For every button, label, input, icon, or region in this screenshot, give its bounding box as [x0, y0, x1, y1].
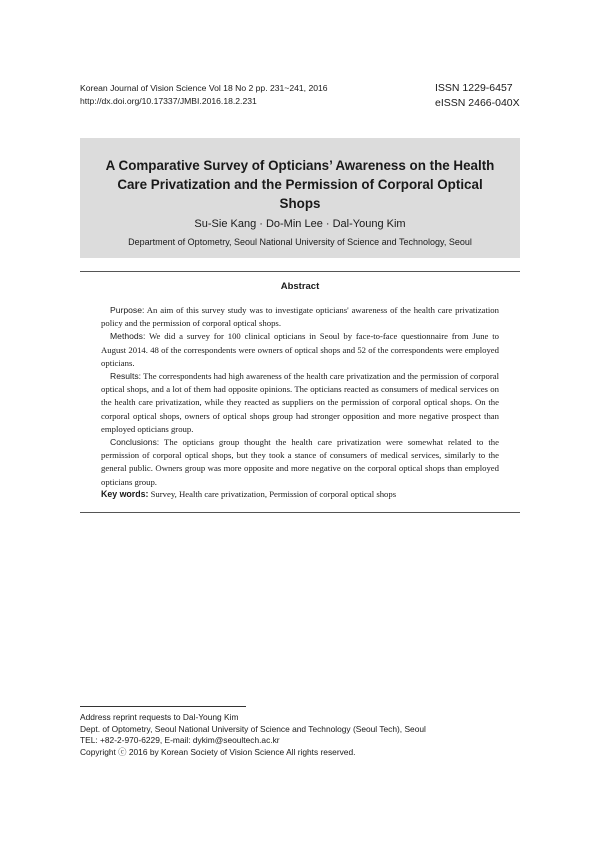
reprint-request: Address reprint requests to Dal-Young Kim [80, 712, 239, 722]
copyright: Copyright ⓒ 2016 by Korean Society of Vision Science All rights reserved. [80, 746, 356, 757]
footnote [80, 712, 520, 758]
abstract-conclusions [101, 436, 499, 489]
paper-title: A Comparative Survey of Opticians’ Awareness on the Health Care Privatization and the Permission of Corporal Optical Shops [105, 158, 495, 211]
abstract-methods [101, 330, 499, 370]
section-label: Conclusions: [110, 437, 160, 448]
keywords [101, 489, 501, 499]
section-label: Results: [110, 371, 142, 382]
section-label: Methods: [110, 331, 146, 342]
section-text: We did a survey for 100 clinical opticians in Seoul by face-to-face questionnaire from June to August 2014. 48 of the correspondents were owners of optical shops and 52 of the correspondents were employed opticians. [101, 331, 499, 368]
abstract-body [101, 304, 499, 489]
authors: Su-Sie Kang · Do-Min Lee · Dal-Young Kim [194, 218, 406, 230]
affiliation: Department of Optometry, Seoul National University of Science and Technology, Seoul [128, 237, 472, 247]
journal-info [80, 82, 328, 108]
issn-info [435, 81, 521, 111]
issn: ISSN 1229-6457 [435, 82, 513, 94]
section-text: The correspondents had high awareness of the health care privatization and the permission of corporal optical shops, and a lot of them had opposite opinions. The opticians reacted as consumers of medical services on the health care privatization, while they reacted as suppliers on the permission of corporal optical shops. On the corporal optical shops, owners of optical shops group had stronger opposition and more negative prospect than employed opticians group. [101, 371, 499, 434]
doi-link[interactable]: http://dx.doi.org/10.17337/JMBI.2016.18.2.231 [80, 96, 257, 106]
section-text: The opticians group thought the health care privatization were somewhat related to the permission of corporal optical shops, but they took a stance of consumers of medical services, similarly to the general public. Owners group was more opposite and more negative on the corporal optical shops than employed opticians group. [101, 437, 499, 487]
abstract-top-rule [80, 271, 520, 272]
footnote-rule [80, 706, 246, 707]
section-label: Purpose: [110, 305, 145, 315]
keywords-text: Survey, Health care privatization, Permission of corporal optical shops [148, 489, 397, 499]
abstract-results [101, 370, 499, 436]
abstract-purpose [101, 304, 499, 330]
journal-citation: Korean Journal of Vision Science Vol 18 No 2 pp. 231~241, 2016 [80, 83, 328, 93]
abstract-heading: Abstract [280, 281, 320, 292]
contact-info: TEL: +82-2-970-6229, E-mail: dykim@seoultech.ac.kr [80, 735, 280, 746]
eissn: eISSN 2466-040X [435, 97, 520, 109]
section-text: An aim of this survey study was to investigate opticians' awareness of the health care privatization policy and the permission of corporal optical shops. [101, 305, 499, 329]
title-block [80, 138, 520, 258]
author-address: Dept. of Optometry, Seoul National University of Science and Technology (Seoul Tech), Seoul [80, 723, 426, 734]
keywords-label: Key words: [101, 489, 149, 499]
abstract-bottom-rule [80, 512, 520, 513]
